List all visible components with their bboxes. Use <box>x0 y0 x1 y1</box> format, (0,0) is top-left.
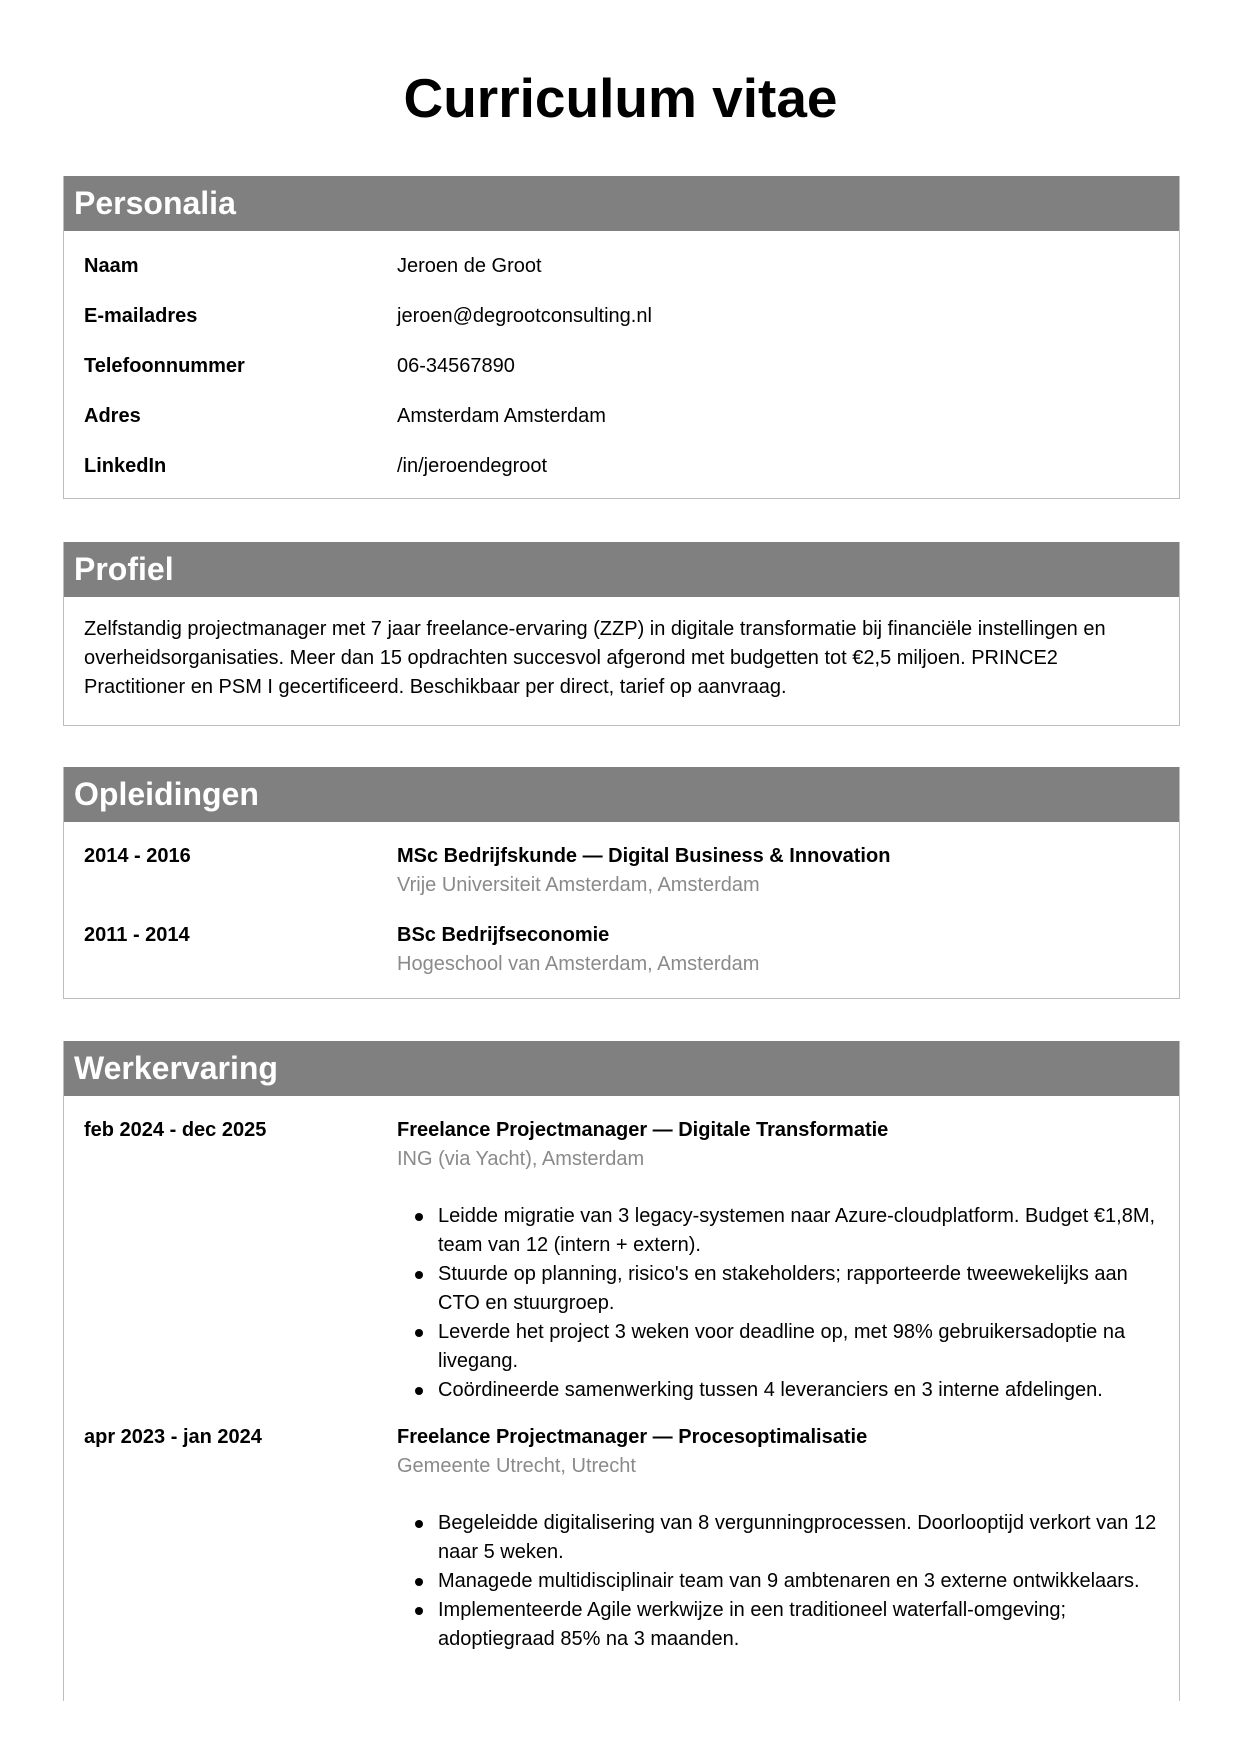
opleiding-title: BSc Bedrijfseconomie <box>397 924 610 946</box>
bullet-item: Stuurde op planning, risico's en stakeholders; rapporteerde tweewekelijks aan CTO en stuurgroep. <box>397 1260 1159 1318</box>
opleiding-institution: Hogeschool van Amsterdam, Amsterdam <box>397 953 760 975</box>
bullet-dot-icon <box>415 1520 423 1528</box>
adres-value: Amsterdam Amsterdam <box>397 405 606 427</box>
werkervaring-entry <box>64 1116 1179 1423</box>
personalia-heading: Personalia <box>64 176 1179 231</box>
werkervaring-title: Freelance Projectmanager — Procesoptimalisatie <box>397 1426 868 1448</box>
bullet-item: Begeleidde digitalisering van 8 vergunningprocessen. Doorlooptijd verkort van 12 naar 5 weken. <box>397 1509 1159 1567</box>
personalia-row-naam <box>64 254 1179 304</box>
bullet-item: Implementeerde Agile werkwijze in een traditioneel waterfall-omgeving; adoptiegraad 85% na 3 maanden. <box>397 1596 1159 1654</box>
adres-label: Adres <box>84 405 141 427</box>
bullet-item: Leidde migratie van 3 legacy-systemen naar Azure-cloudplatform. Budget €1,8M, team van 12 (intern + extern). <box>397 1202 1159 1260</box>
werkervaring-title: Freelance Projectmanager — Digitale Transformatie <box>397 1119 889 1141</box>
linkedin-value: /in/jeroendegroot <box>397 455 548 477</box>
telefoon-value: 06-34567890 <box>397 355 515 377</box>
bullet-item: Coördineerde samenwerking tussen 4 leveranciers en 3 interne afdelingen. <box>397 1376 1159 1405</box>
bullet-dot-icon <box>415 1607 423 1615</box>
opleiding-entry <box>64 921 1179 979</box>
email-label: E-mailadres <box>84 305 198 327</box>
personalia-row-adres <box>64 404 1179 454</box>
bullet-item: Leverde het project 3 weken voor deadline op, met 98% gebruikersadoptie na livegang. <box>397 1318 1159 1376</box>
naam-label: Naam <box>84 255 139 277</box>
bullet-dot-icon <box>415 1271 423 1279</box>
naam-value: Jeroen de Groot <box>397 255 542 277</box>
personalia-section <box>63 176 1180 499</box>
telefoon-label: Telefoonnummer <box>84 355 245 377</box>
opleiding-entry <box>64 842 1179 921</box>
opleidingen-section <box>63 767 1180 999</box>
profiel-heading: Profiel <box>64 542 1179 597</box>
opleidingen-heading: Opleidingen <box>64 767 1179 822</box>
werkervaring-organization: ING (via Yacht), Amsterdam <box>397 1148 645 1170</box>
werkervaring-organization: Gemeente Utrecht, Utrecht <box>397 1455 636 1477</box>
personalia-row-email <box>64 304 1179 354</box>
opleiding-period: 2011 - 2014 <box>84 924 190 946</box>
bullet-item: Managede multidisciplinair team van 9 ambtenaren en 3 externe ontwikkelaars. <box>397 1567 1159 1596</box>
werkervaring-heading: Werkervaring <box>64 1041 1179 1096</box>
profiel-text: Zelfstandig projectmanager met 7 jaar freelance-ervaring (ZZP) in digitale transformatie bij financiële instellingen en overheidsorganisaties. Meer dan 15 opdrachten succesvol afgerond met budgetten tot €2,5 miljoen. PRINCE2 Practitioner en PSM I gecertificeerd. Beschikbaar per direct, tarief op aanvraag. <box>84 618 1106 698</box>
email-value: jeroen@degrootconsulting.nl <box>397 305 652 327</box>
werkervaring-entry <box>64 1423 1179 1654</box>
bullet-dot-icon <box>415 1578 423 1586</box>
werkervaring-bullets <box>397 1509 1159 1654</box>
profiel-section <box>63 542 1180 726</box>
bullet-dot-icon <box>415 1329 423 1337</box>
opleiding-title: MSc Bedrijfskunde — Digital Business & Innovation <box>397 845 891 867</box>
opleiding-period: 2014 - 2016 <box>84 845 191 867</box>
page-title: Curriculum vitae <box>403 67 838 129</box>
bullet-dot-icon <box>415 1213 423 1221</box>
werkervaring-period: feb 2024 - dec 2025 <box>84 1119 267 1141</box>
personalia-row-telefoon <box>64 354 1179 404</box>
opleiding-institution: Vrije Universiteit Amsterdam, Amsterdam <box>397 874 760 896</box>
werkervaring-period: apr 2023 - jan 2024 <box>84 1426 262 1448</box>
bullet-dot-icon <box>415 1387 423 1395</box>
linkedin-label: LinkedIn <box>84 455 167 477</box>
werkervaring-section <box>63 1041 1180 1701</box>
personalia-row-linkedin <box>64 454 1179 504</box>
werkervaring-bullets <box>397 1202 1159 1405</box>
